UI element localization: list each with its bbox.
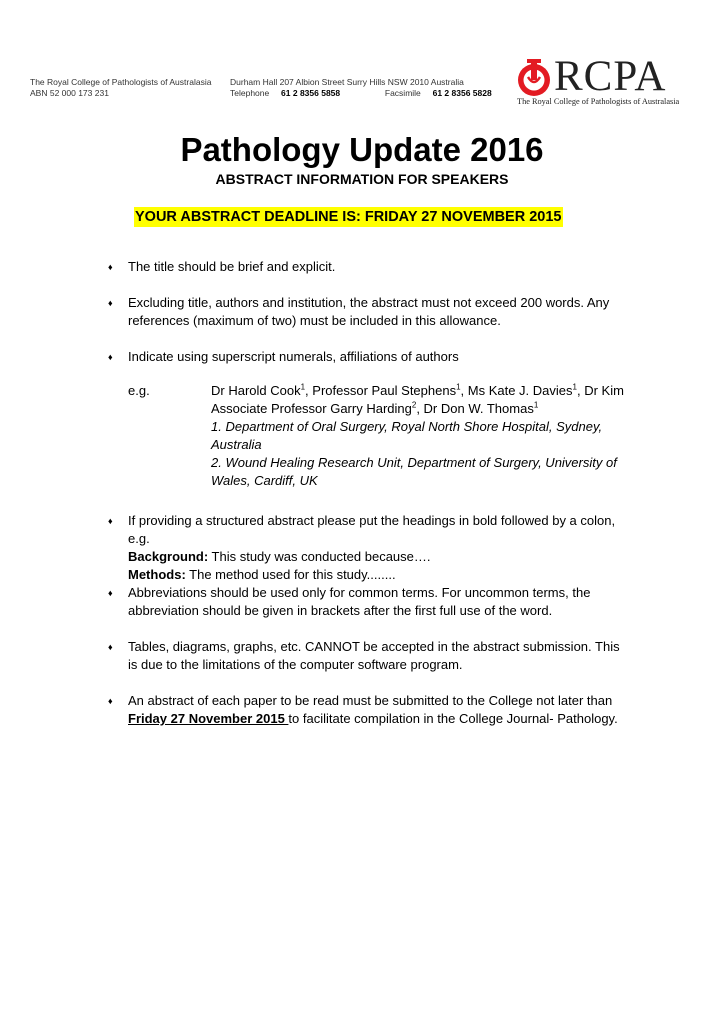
page-subtitle: ABSTRACT INFORMATION FOR SPEAKERS bbox=[215, 171, 509, 187]
list-item: ♦ If providing a structured abstract please put the headings in bold followed by a colon, e.g. Background: This study was conducted because…. Methods: The method used for this study........ bbox=[108, 512, 628, 584]
phone-fax-line bbox=[230, 88, 492, 99]
diamond-bullet-icon: ♦ bbox=[108, 262, 113, 272]
facsimile-label: Facsimile bbox=[384, 88, 421, 98]
address: Durham Hall 207 Albion Street Surry Hills NSW 2010 Australia bbox=[230, 77, 464, 87]
abn: ABN 52 000 173 231 bbox=[30, 88, 109, 98]
rcpa-emblem-icon bbox=[514, 57, 554, 101]
deadline-banner: YOUR ABSTRACT DEADLINE IS: FRIDAY 27 NOVEMBER 2015 bbox=[135, 209, 562, 225]
example-label: e.g. bbox=[128, 383, 150, 398]
diamond-bullet-icon: ♦ bbox=[108, 516, 113, 526]
author-example bbox=[128, 382, 628, 490]
diamond-bullet-icon: ♦ bbox=[108, 642, 113, 652]
deadline-date: Friday 27 November 2015 bbox=[128, 711, 289, 726]
header-left bbox=[30, 77, 211, 99]
list-item: ♦ Indicate using superscript numerals, affiliations of authors bbox=[108, 349, 459, 364]
rcpa-logo bbox=[514, 53, 694, 111]
college-name: The Royal College of Pathologists of Australasia bbox=[30, 77, 212, 87]
list-item: ♦ Abbreviations should be used only for common terms. For uncommon terms, the abbreviation should be given in brackets after the first full use of the word. bbox=[108, 585, 591, 618]
affiliation-2: 2. Wound Healing Research Unit, Department of Surgery, University of Wales, Cardiff, UK bbox=[211, 455, 617, 488]
telephone-value: 61 2 8356 5858 bbox=[281, 88, 341, 98]
list-item: ♦ An abstract of each paper to be read must be submitted to the College not later than Friday 27 November 2015 to facilitate compilation in the College Journal- Pathology. bbox=[108, 693, 618, 726]
list-item: ♦ The title should be brief and explicit. bbox=[108, 259, 336, 274]
telephone-label: Telephone bbox=[230, 88, 270, 98]
logo-subtitle: The Royal College of Pathologists of Australasia bbox=[517, 97, 680, 106]
methods-example: Methods: The method used for this study........ bbox=[128, 567, 396, 582]
diamond-bullet-icon: ♦ bbox=[108, 352, 113, 362]
list-item: ♦ Tables, diagrams, graphs, etc. CANNOT be accepted in the abstract submission. This is due to the limitations of the computer software program. bbox=[108, 639, 620, 672]
diamond-bullet-icon: ♦ bbox=[108, 588, 113, 598]
page-title: Pathology Update 2016 bbox=[180, 131, 544, 168]
logo-text: RCPA bbox=[554, 53, 667, 100]
list-item: ♦ Excluding title, authors and institution, the abstract must not exceed 200 words. Any references (maximum of two) must be included in this allowance. bbox=[108, 295, 610, 328]
author-list: Dr Harold Cook$^1$, Professor Paul Stephens$^1$, Ms Kate J. Davies$^1$, Dr Kim Associate Professor Garry Harding$^2$, Dr Don W. Thomas$^1$ bbox=[211, 382, 624, 416]
affiliation-1: 1. Department of Oral Surgery, Royal North Shore Hospital, Sydney, Australia bbox=[211, 419, 603, 452]
instructions bbox=[108, 258, 628, 728]
diamond-bullet-icon: ♦ bbox=[108, 696, 113, 706]
background-example: Background: This study was conducted because…. bbox=[128, 549, 431, 564]
facsimile-value: 61 2 8356 5828 bbox=[432, 88, 492, 98]
diamond-bullet-icon: ♦ bbox=[108, 298, 113, 308]
header-contact bbox=[230, 77, 492, 99]
